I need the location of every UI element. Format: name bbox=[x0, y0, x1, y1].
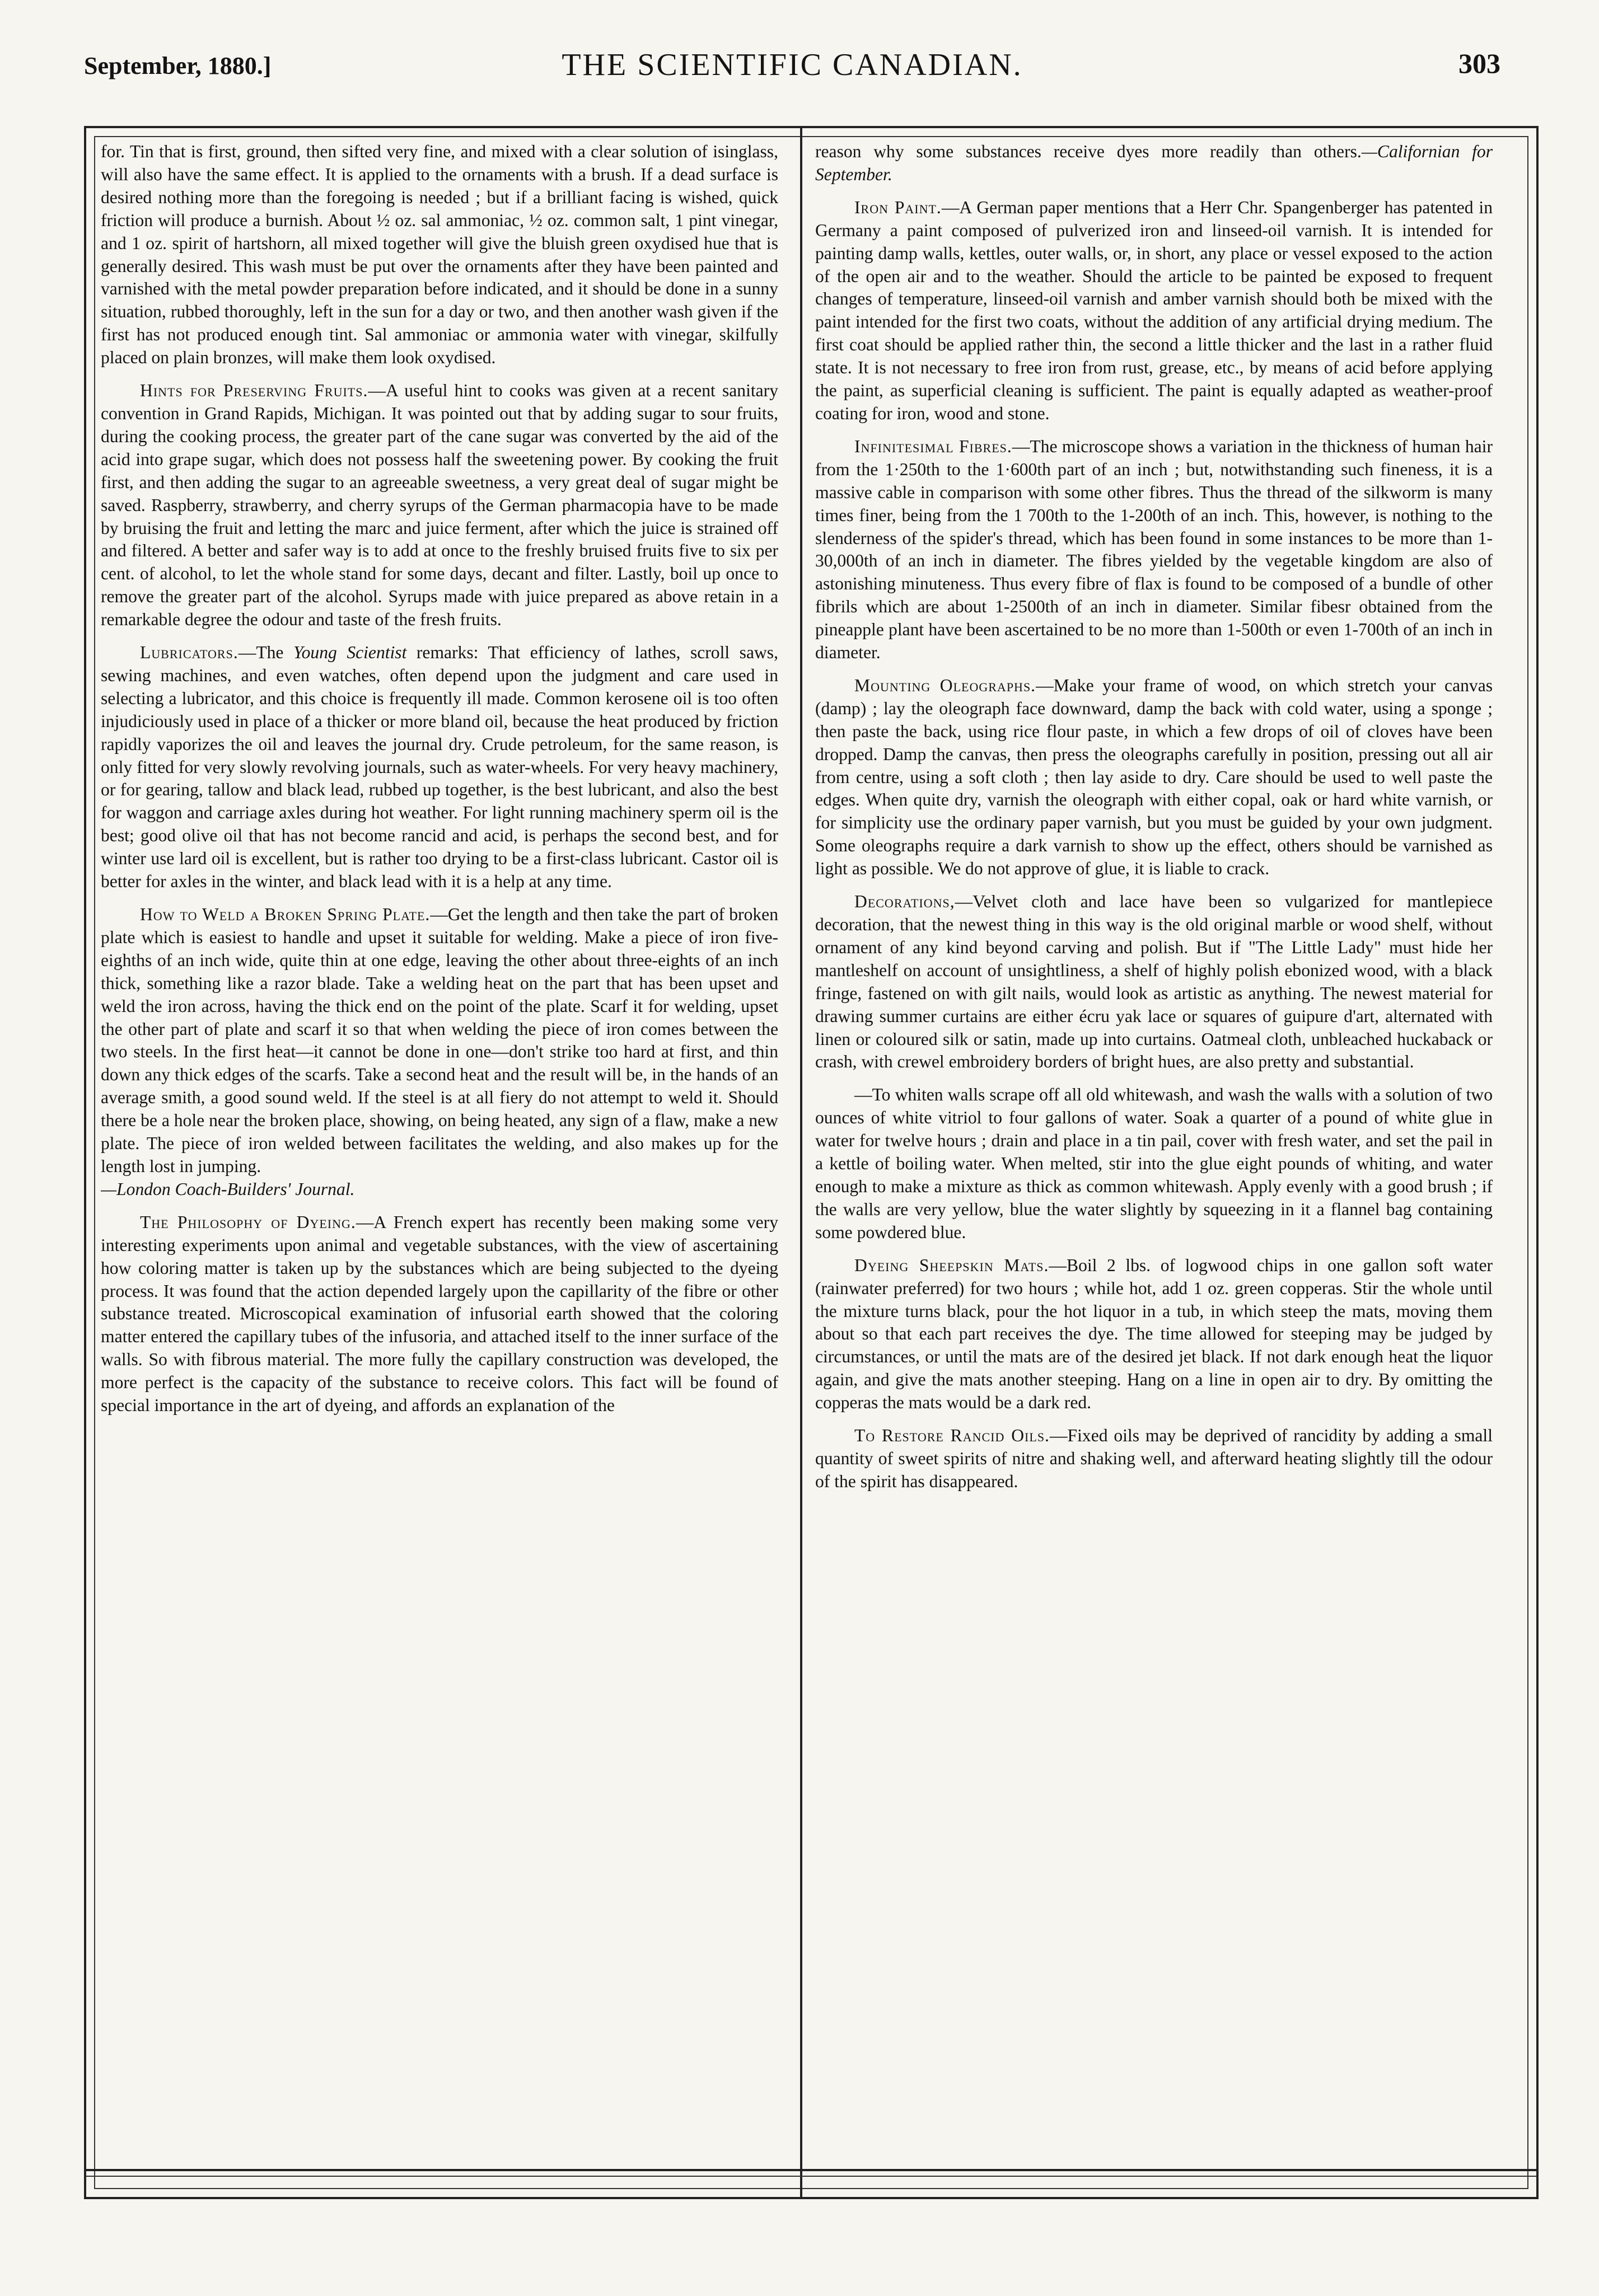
article-decorations bbox=[815, 891, 1493, 1074]
paragraph-dyeing-continued bbox=[815, 140, 1493, 186]
page-number: 303 bbox=[1458, 48, 1500, 79]
column-divider bbox=[800, 128, 802, 2197]
article-lubricators bbox=[101, 641, 778, 893]
body-dyeing-sheepskin-mats: —Boil 2 lbs. of logwood chips in one gallon soft water (rainwater preferred) for two hours ; while hot, add 1 oz. green copperas. Stir the whole until the mixture turns black, pour the hot liquor in a tub, in which steep the mats, moving them about so that each part receives the dye. The time allowed for steeping may be judged by circumstances, or until the mats are of the desired jet black. If not dark enough heat the liquor again, and give the mats another steeping. Hang on a line in open air to dry. By omitting the copperas the mats would be a dark red. bbox=[815, 1255, 1493, 1413]
body-iron-paint: —A German paper mentions that a Herr Chr. Spangenberger has patented in Germany a paint composed of pulverized iron and linseed-oil varnish. It is intended for painting damp walls, kettles, outer walls, or, in short, any place or vessel exposed to the action of the open air and to the weather. Should the article to be painted be exposed to frequent changes of temperature, linseed-oil varnish and amber varnish should both be mixed with the paint intended for the first two coats, without the addition of any artificial drying medium. The first coat should be applied rather thin, the second a little thicker and the last in a rather fluid state. It is not necessary to free iron from rust, grease, etc., by means of acid before applying the paint, as superficial cleaning is sufficient. The paint is equally adapted as weather-proof coating for iron, wood and stone. bbox=[815, 197, 1493, 423]
body-weld-spring-plate: —Get the length and then take the part of broken plate which is easiest to handle and upset it suitable for welding. Make a piece of iron five-eighths of an inch wide, quite thin at one edge, leaving the other about three-eights of an inch thick, something like a razor blade. Take a welding heat on the part that has been upset and weld the iron across, having the thick end on the point of the plate. Scarf it for welding, upset the other part of plate and scarf it so that when welding the piece of iron comes between the two steels. In the first heat—it cannot be done in one—don't strike too hard at first, and thin down any thick edges of the scarfs. Take a second heat and the result will be, in the hands of an average smith, a good sound weld. If the steel is at all fiery do not attempt to weld it. Should there be a hole near the broken place, showing, on being heated, any sign of a flaw, make a new plate. The piece of iron welded between facilitates the welding, and also makes up for the length lost in jumping. bbox=[101, 905, 778, 1176]
article-preserving-fruits bbox=[101, 379, 778, 631]
page-header bbox=[84, 47, 1500, 103]
article-infinitesimal-fibres bbox=[815, 435, 1493, 664]
article-mounting-oleographs bbox=[815, 674, 1493, 880]
heading-dyeing-sheepskin-mats: Dyeing Sheepskin Mats. bbox=[854, 1255, 1049, 1275]
heading-iron-paint: Iron Paint. bbox=[854, 197, 942, 217]
article-dyeing-sheepskin-mats bbox=[815, 1254, 1493, 1414]
heading-weld-spring-plate: How to Weld a Broken Spring Plate. bbox=[140, 905, 431, 924]
body-preserving-fruits: —A useful hint to cooks was given at a recent sanitary convention in Grand Rapids, Michigan. It was pointed out that by adding sugar to sour fruits, during the cooking process, the greater part of the cane sugar was converted by the aid of the acid into grape sugar, which does not possess half the sweetening power. By cooking the fruit first, and then adding the sugar to an agreeable sweetness, a very great deal of sugar might be saved. Raspberry, strawberry, and cherry syrups of the German pharmacopia have to be made by bruising the fruit and letting the marc and juice ferment, after which the juice is strained off and filtered. A better and safer way is to add at once to the freshly bruised fruits five to six per cent. of alcohol, to let the whole stand for some days, decant and filter. Lastly, boil up once to remove the greater part of the alcohol. Syrups made with juice prepared as above retain in a remarkable degree the odour and taste of the fresh fruits. bbox=[101, 381, 778, 630]
heading-infinitesimal-fibres: Infinitesimal Fibres. bbox=[854, 436, 1012, 456]
article-weld-spring-plate bbox=[101, 903, 778, 1201]
heading-lubricators: Lubricators. bbox=[140, 643, 239, 663]
article-philosophy-dyeing bbox=[101, 1211, 778, 1417]
issue-date: September, 1880.] bbox=[84, 52, 272, 79]
left-column bbox=[101, 140, 778, 2147]
paragraph-ornament-finish: for. Tin that is first, ground, then sifted very fine, and mixed with a clear solution of isinglass, will also have the same effect. It is applied to the ornaments with a brush. If a dead surface is desired nothing more than the foregoing is needed ; but if a brilliant facing is wished, quick friction will produce a burnish. About ½ oz. sal ammoniac, ½ oz. common salt, 1 pint vinegar, and 1 oz. spirit of hartshorn, all mixed together will give the bluish green oxydised hue that is generally desired. This wash must be put over the ornaments after they have been painted and varnished with the metal powder preparation before indicated, and it should be done in a sunny situation, rubbed thoroughly, left in the sun for a day or two, and then another wash given if the first has not produced enough tint. Sal ammoniac or ammonia water with vinegar, skilfully placed on plain bronzes, will make them look oxydised. bbox=[101, 142, 778, 368]
article-restore-rancid-oils bbox=[815, 1425, 1493, 1493]
body-lubricators-intro: —The bbox=[238, 643, 293, 663]
publication-title: THE SCIENTIFIC CANADIAN. bbox=[562, 48, 1023, 82]
article-iron-paint bbox=[815, 196, 1493, 425]
heading-restore-rancid-oils: To Restore Rancid Oils. bbox=[854, 1426, 1050, 1446]
body-infinitesimal-fibres: —The microscope shows a variation in the thickness of human hair from the 1·250th to the 1·600th part of an inch ; but, notwithstanding such fineness, it is a massive cable in comparison with some other fibres. Thus the thread of the silkworm is many times finer, being from the 1 700th to the 1-200th of an inch. This, however, is nothing to the slenderness of the spider's thread, which has been found in some instances to be more than 1-30,000th of an inch in diameter. The fibres yielded by the vegetable kingdom are also of astonishing minuteness. Thus every fibre of flax is found to be composed of a bundle of other fibrils which are about 1-2500th of an inch in diameter. Similar fibesr obtained from the pineapple plant have been ascertained to be no more than 1-500th or even 1-700th of an inch in diameter. bbox=[815, 436, 1493, 663]
heading-preserving-fruits: Hints for Preserving Fruits. bbox=[140, 381, 368, 401]
body-restore-rancid-oils: —Fixed oils may be deprived of rancidity by adding a small quantity of sweet spirits of nitre and shaking well, and afterward heating slightly till the odour of the spirit has disappeared. bbox=[815, 1426, 1493, 1491]
heading-decorations: Decorations, bbox=[854, 892, 955, 912]
bottom-rule-inner bbox=[86, 2176, 1536, 2177]
body-lubricators: remarks: That efficiency of lathes, scroll saws, sewing machines, and even watches, often depend upon the judgment and care used in selecting a lubricator, and this choice is frequently ill made. Common kerosene oil is too often injudiciously used in place of a thicker or more bland oil, because the heat produced by friction rapidly vaporizes the oil and leaves the journal dry. Crude petroleum, for the same reason, is only fitted for very slowly revolving journals, such as water-wheels. For very heavy machinery, or for gearing, tallow and black lead, rubbed up together, is the best lubricant, and also the best for waggon and carriage axles during hot weather. For light running machinery sperm oil is the best; good olive oil that has not become rancid and acid, is perhaps the second best, and for winter use lard oil is excellent, but is rather too drying to be a first-class lubricant. Castor oil is better for axles in the winter, and black lead with it is a help at any time. bbox=[101, 643, 778, 892]
source-young-scientist: Young Scientist bbox=[293, 643, 407, 663]
body-dyeing-continued: reason why some substances receive dyes more readily than others. bbox=[815, 142, 1362, 161]
bottom-rule bbox=[86, 2169, 1536, 2171]
body-decorations: —Velvet cloth and lace have been so vulgarized for mantlepiece decoration, that the newest thing in this way is the old original marble or wood shelf, without ornament of any kind beyond carving and polish. But if "The Little Lady" must hide her mantleshelf on account of unsightliness, a shelf of highly polish ebonized wood, with a black fringe, fastened on with gilt nails, would look as artistic as anything. The newest material for drawing summer curtains are either écru yak lace or squares of guipure d'art, alternated with linen or coloured silk or satin, made up into curtains. Oatmeal cloth, unbleached huckaback or crash, with crewel embroidery borders of bright hues, are also pretty and substantial. bbox=[815, 892, 1493, 1072]
heading-philosophy-dyeing: The Philosophy of Dyeing. bbox=[140, 1212, 356, 1232]
body-philosophy-dyeing: —A French expert has recently been making some very interesting experiments upon animal and vegetable substances, with the view of ascertaining how coloring matter is taken up by the substances which are being subjected to the dyeing process. It was found that the action depended largely upon the capillarity of the fibre or other substance treated. Microscopical examination of infusorial earth showed that the coloring matter entered the capillary tubes of the infusoria, and attached itself to the inner surface of the walls. So with fibrous material. The more fully the capillary construction was developed, the more perfect is the capacity of the substance to receive colors. This fact will be found of special importance in the art of dyeing, and affords an explanation of the bbox=[101, 1212, 778, 1416]
body-mounting-oleographs: —Make your frame of wood, on which stretch your canvas (damp) ; lay the oleograph face downward, damp the back with cold water, using a sponge ; then paste the back, using rice flour paste, in which a few drops of oil of cloves have been dropped. Damp the canvas, then press the oleographs carefully in position, pressing out all air from centre, using a soft cloth ; then lay aside to dry. Care should be used to well paste the edges. When quite dry, varnish the oleograph with either copal, oak or hard white varnish, or for simplicity use the ordinary paper varnish, but you must be guided by your own judgment. Some oleographs require a dark varnish to show up the effect, others should be varnished as light as possible. We do not approve of glue, it is liable to crack. bbox=[815, 675, 1493, 879]
source-californian: —Californian for September. bbox=[815, 142, 1493, 184]
right-column bbox=[815, 140, 1493, 2147]
article-whiten-walls: —To whiten walls scrape off all old whitewash, and wash the walls with a solution of two ounces of white vitriol to four gallons of water. Soak a quarter of a pound of white glue in water for twelve hours ; drain and place in a tin pail, cover with fresh water, and set the pail in a kettle of boiling water. When melted, stir into the glue eight pounds of whiting, and water enough to make a mixture as thick as common whitewash. Apply evenly with a good brush ; if the walls are very yellow, blue the water slightly by squeezing in it a flannel bag containing some powdered blue. bbox=[815, 1085, 1493, 1242]
source-coach-builders-journal: —London Coach-Builders' Journal. bbox=[101, 1179, 355, 1199]
heading-mounting-oleographs: Mounting Oleographs. bbox=[854, 675, 1036, 695]
article-frame bbox=[84, 126, 1539, 2199]
